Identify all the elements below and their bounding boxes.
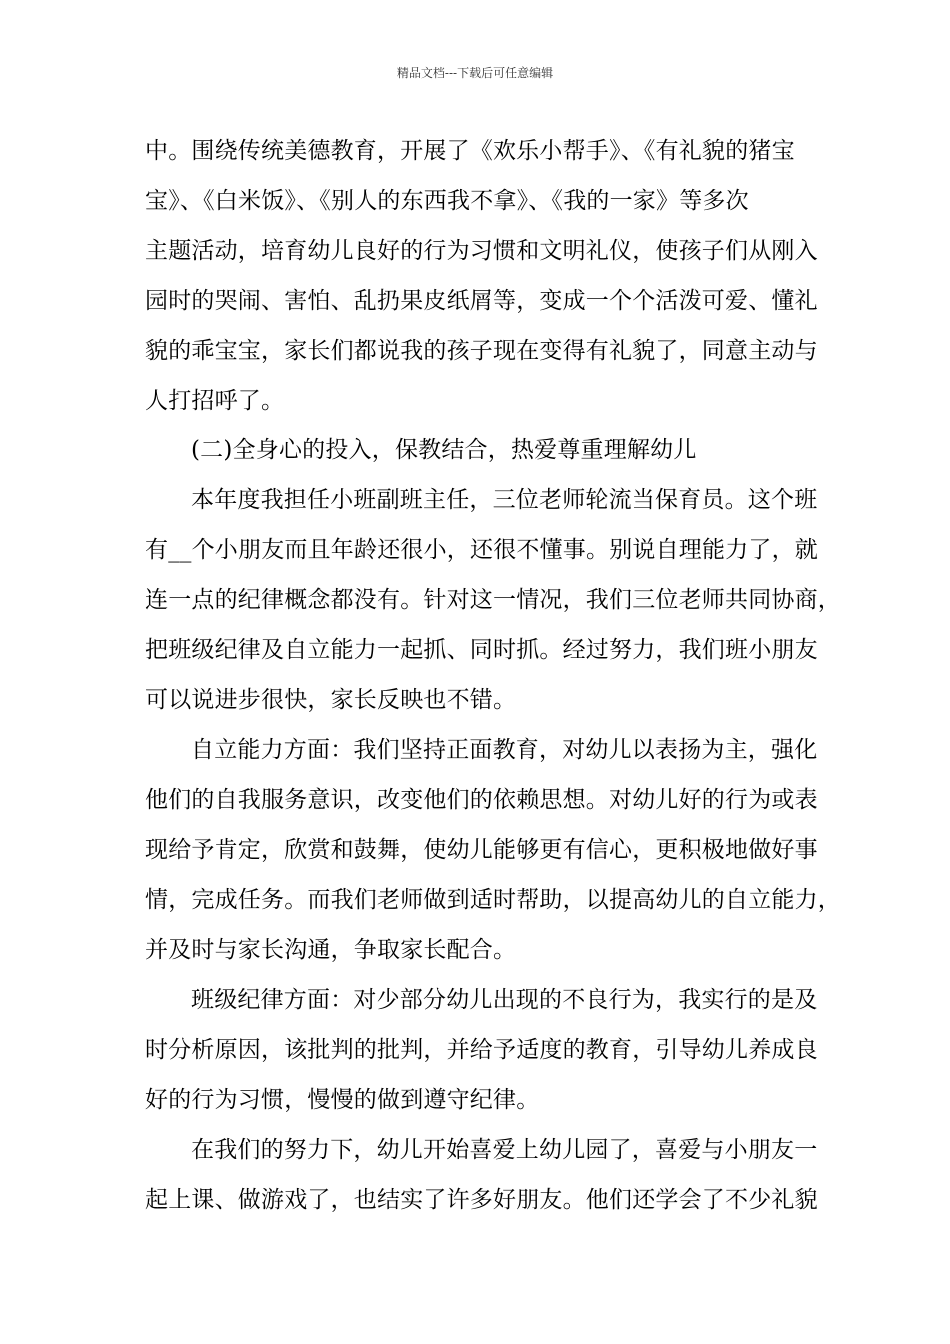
text-line: 起上课、做游戏了，也结实了许多好朋友。他们还学会了不少礼貌 xyxy=(145,1187,818,1213)
text-line: 本年度我担任小班副班主任，三位老师轮流当保育员。这个班 xyxy=(191,487,818,513)
text-line: 有__个小朋友而且年龄还很小，还很不懂事。别说自理能力了，就 xyxy=(145,537,818,563)
text-line: 主题活动，培育幼儿良好的行为习惯和文明礼仪，使孩子们从刚入 xyxy=(145,238,818,264)
page-header: 精品文档---下载后可任意编辑 xyxy=(396,66,554,80)
text-line: 连一点的纪律概念都没有。针对这一情况，我们三位老师共同协商， xyxy=(145,587,841,613)
text-line: 自立能力方面：我们坚持正面教育，对幼儿以表扬为主，强化 xyxy=(191,737,818,763)
text-line: 宝》、《白米饭》、《别人的东西我不拿》、《我的一家》等多次 xyxy=(145,188,749,214)
text-line: 在我们的努力下，幼儿开始喜爱上幼儿园了，喜爱与小朋友一 xyxy=(191,1137,818,1163)
section-heading: (二)全身心的投入，保教结合，热爱尊重理解幼儿 xyxy=(191,437,697,463)
text-line: 现给予肯定，欣赏和鼓舞，使幼儿能够更有信心，更积极地做好事 xyxy=(145,837,818,863)
text-line: 中。围绕传统美德教育，开展了《欢乐小帮手》、《有礼貌的猪宝 xyxy=(145,138,795,164)
text-line: 并及时与家长沟通，争取家长配合。 xyxy=(145,937,517,963)
text-line: 情，完成任务。而我们老师做到适时帮助，以提高幼儿的自立能力， xyxy=(145,887,841,913)
text-line: 时分析原因，该批判的批判，并给予适度的教育，引导幼儿养成良 xyxy=(145,1037,818,1063)
text-line: 把班级纪律及自立能力一起抓、同时抓。经过努力，我们班小朋友 xyxy=(145,637,818,663)
text-line: 好的行为习惯，慢慢的做到遵守纪律。 xyxy=(145,1087,540,1113)
text-line: 可以说进步很快，家长反映也不错。 xyxy=(145,687,517,713)
text-line: 貌的乖宝宝，家长们都说我的孩子现在变得有礼貌了，同意主动与 xyxy=(145,338,818,364)
text-line: 班级纪律方面：对少部分幼儿出现的不良行为，我实行的是及 xyxy=(191,987,818,1013)
text-line: 园时的哭闹、害怕、乱扔果皮纸屑等，变成一个个活泼可爱、懂礼 xyxy=(145,288,818,314)
text-line: 他们的自我服务意识，改变他们的依赖思想。对幼儿好的行为或表 xyxy=(145,787,818,813)
text-line: 人打招呼了。 xyxy=(145,388,285,414)
